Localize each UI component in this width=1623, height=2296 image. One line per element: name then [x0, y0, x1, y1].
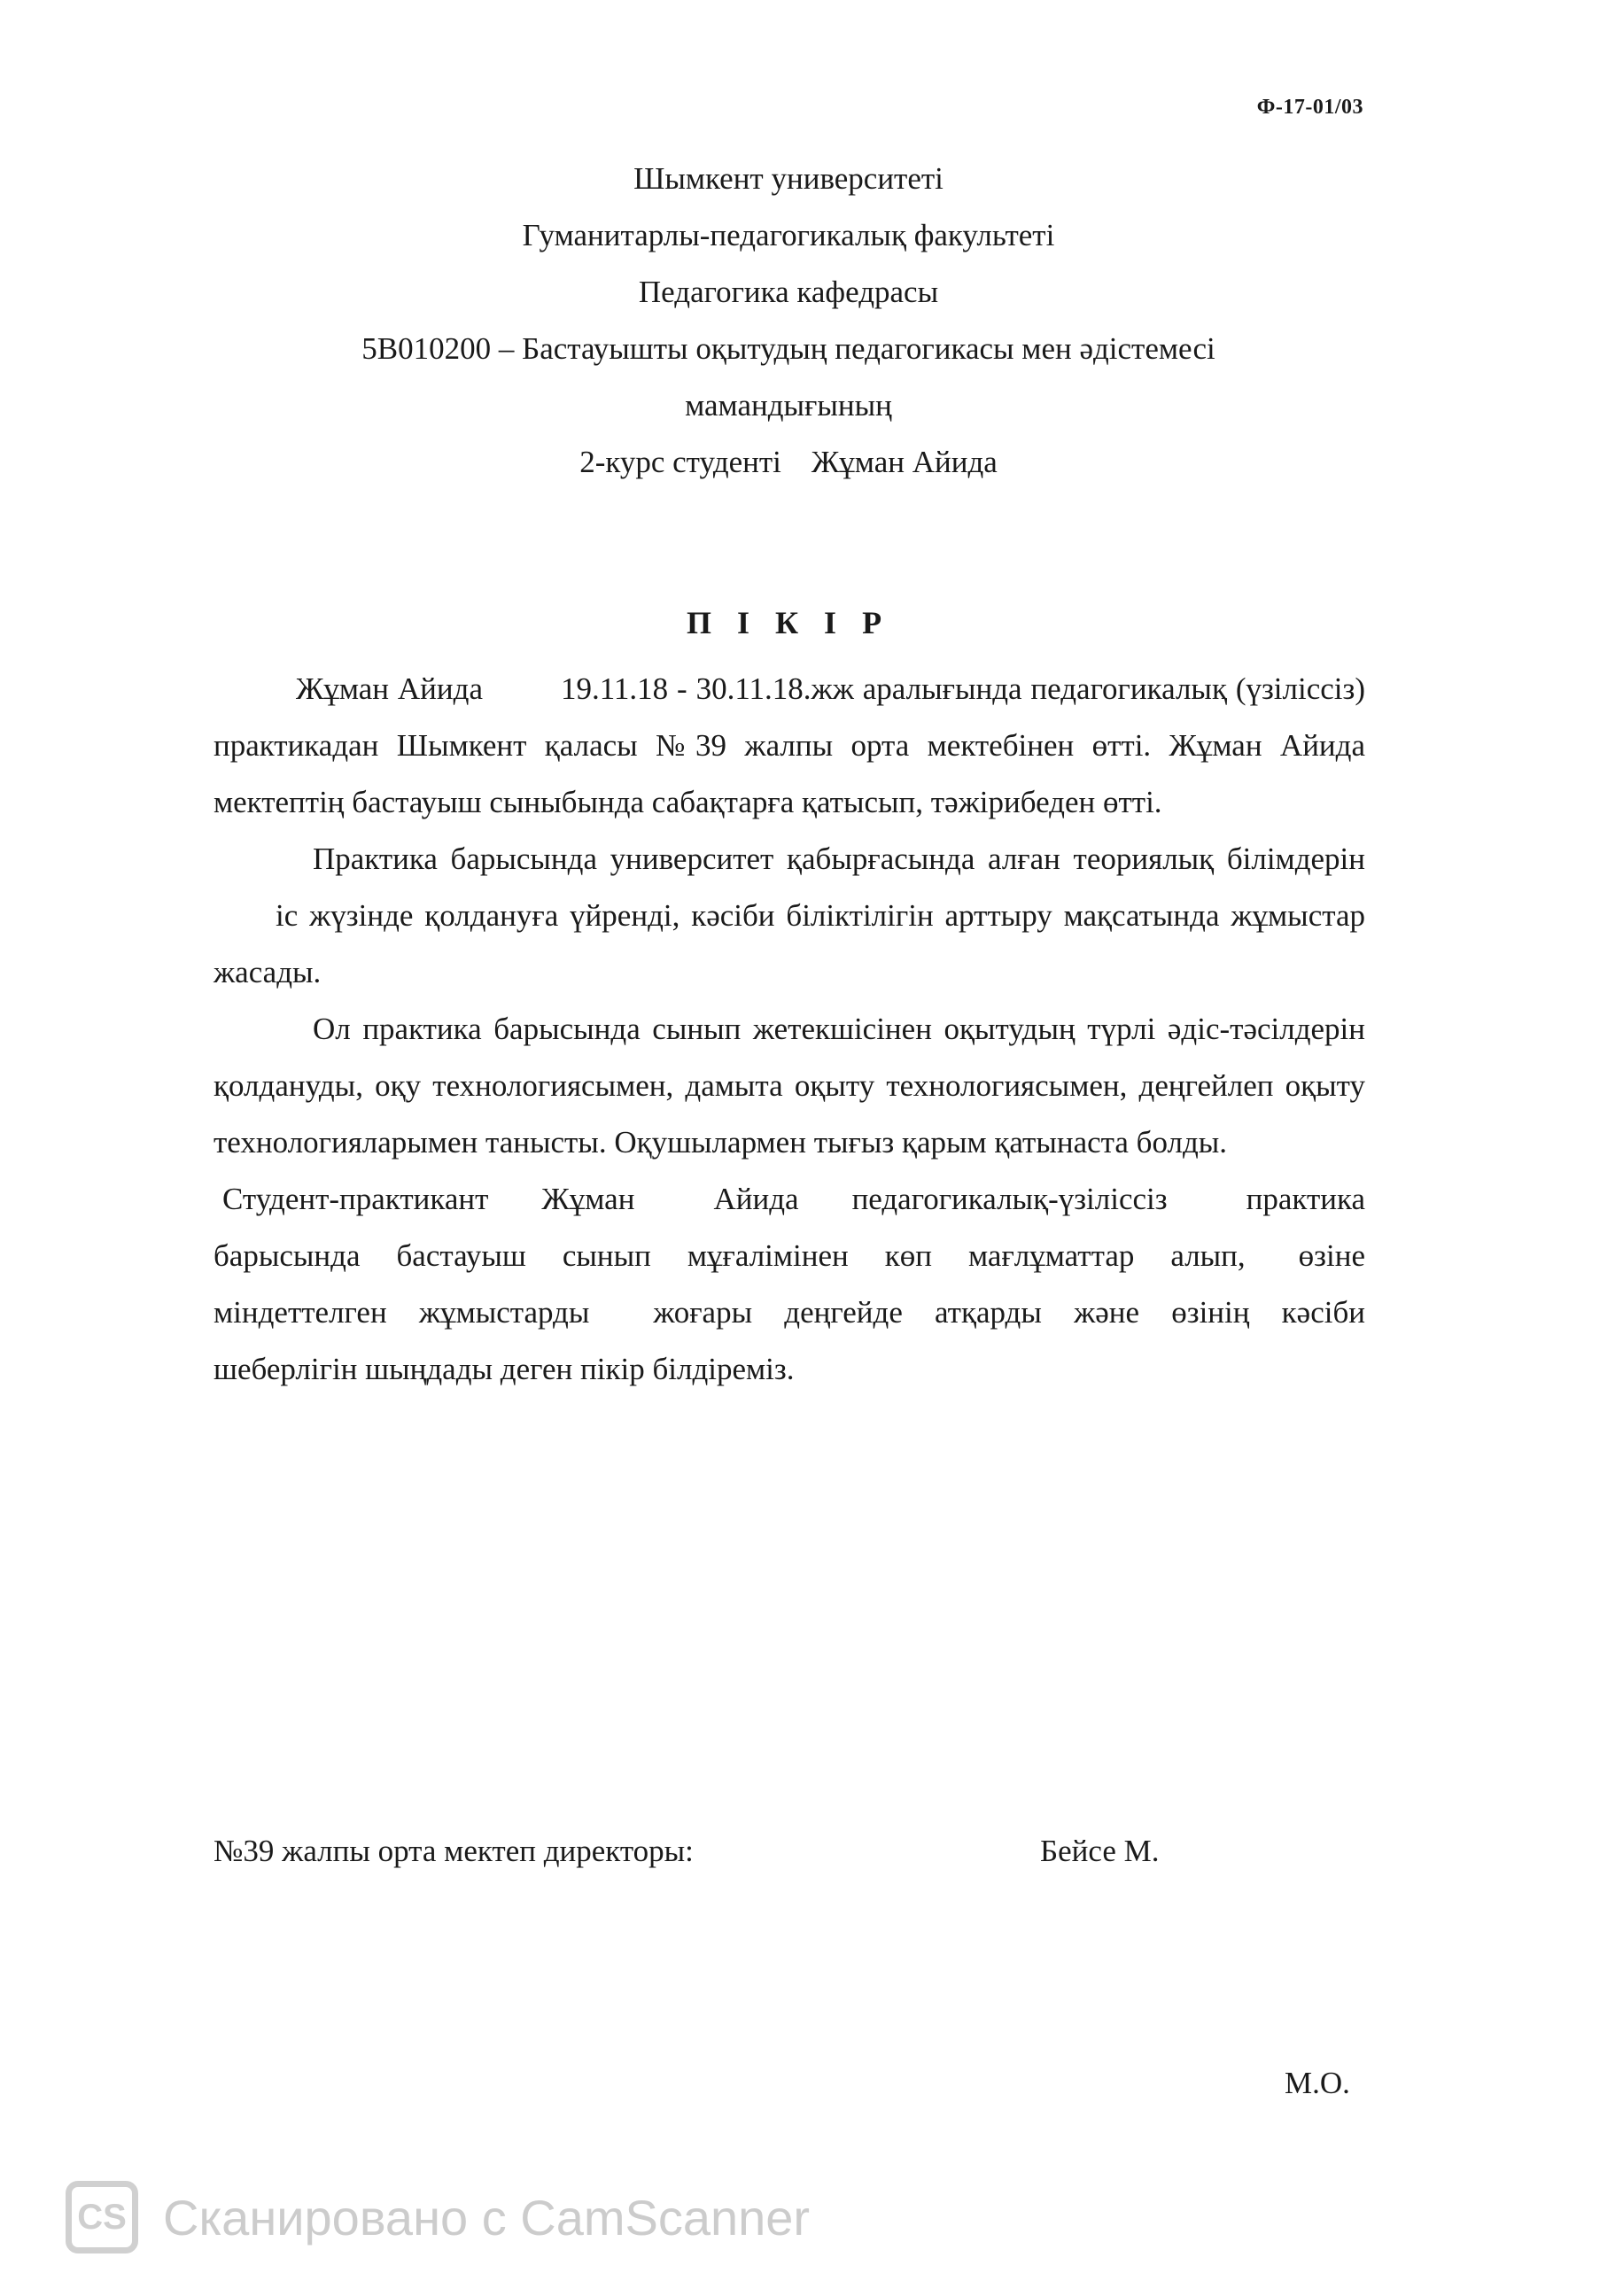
- document-header: [0, 151, 1577, 491]
- document-body: [214, 661, 1365, 1398]
- paragraph-4-name: Жұман Айида: [541, 1182, 799, 1216]
- paragraph-2: [214, 831, 1365, 1001]
- paragraph-2-part-a: Практика барысында университет қабырғасында алған теориялық білімдерін: [313, 842, 1365, 876]
- paragraph-1: [214, 661, 1365, 831]
- paragraph-3: Ол практика барысында сынып жетекшісінен оқытудың түрлі әдіс-тәсілдерін қолдануды, оқу технологиясымен, дамыта оқыту технологиясымен, деңгейлеп оқыту технологияларымен танысты. Оқушылармен тығыз қарым қатынаста болды.: [214, 1012, 1365, 1160]
- camscanner-watermark: [66, 2181, 810, 2253]
- signature-label: №39 жалпы орта мектеп директоры:: [214, 1834, 694, 1868]
- student-line: [0, 434, 1577, 491]
- paragraph-2-part-b: іс жүзінде қолдануға үйренді, кәсіби біліктілігін арттыру мақсатында жұмыстар жасады.: [214, 898, 1365, 989]
- signature-name: Бейсе М.: [1040, 1834, 1160, 1868]
- student-name: Жұман Айида: [811, 445, 998, 479]
- paragraph-1-text: 19.11.18 - 30.11.18.жж аралығында педагогикалық (үзіліссіз) практикадан Шымкент қаласы №39 жалпы орта мектебінен өтті. Жұман Айида мектептің бастауыш сыныбында сабақтарға қатысып, тәжірибеден өтті.: [214, 671, 1365, 819]
- stamp-place: М.О.: [1285, 2066, 1350, 2100]
- camscanner-logo-icon: CS: [66, 2181, 138, 2253]
- document-title: П І К І Р: [686, 605, 891, 640]
- faculty-name: Гуманитарлы-педагогикалық факультеті: [522, 218, 1055, 252]
- specialty-line-1: 5В010200 – Бастауышты оқытудың педагогикасы мен әдістемесі: [361, 331, 1215, 366]
- paragraph-4: [214, 1171, 1365, 1398]
- paragraph-4-part-d: жоғары деңгейде атқарды және өзінің кәсіби шеберлігін шыңдады деген пікір білдіреміз.: [214, 1295, 1365, 1386]
- student-course: 2-курс студенті: [579, 445, 781, 479]
- university-name: Шымкент университеті: [633, 161, 944, 196]
- paragraph-4-part-a: Студент-практикант: [222, 1182, 489, 1216]
- department-name: Педагогика кафедрасы: [638, 275, 939, 309]
- paragraph-4-part-b: педагогикалық-үзіліссіз практика барысында бастауыш сынып мұғалімінен көп мағлұматтар алып,: [214, 1182, 1365, 1273]
- paragraph-4-part-c: өзіне міндеттелген жұмыстарды: [214, 1238, 1365, 1330]
- form-code: Ф-17-01/03: [1256, 96, 1363, 119]
- watermark-text: Сканировано с CamScanner: [163, 2189, 811, 2246]
- paragraph-1-name: Жұман Айида: [296, 671, 483, 706]
- specialty-line-2: мамандығының: [685, 388, 892, 423]
